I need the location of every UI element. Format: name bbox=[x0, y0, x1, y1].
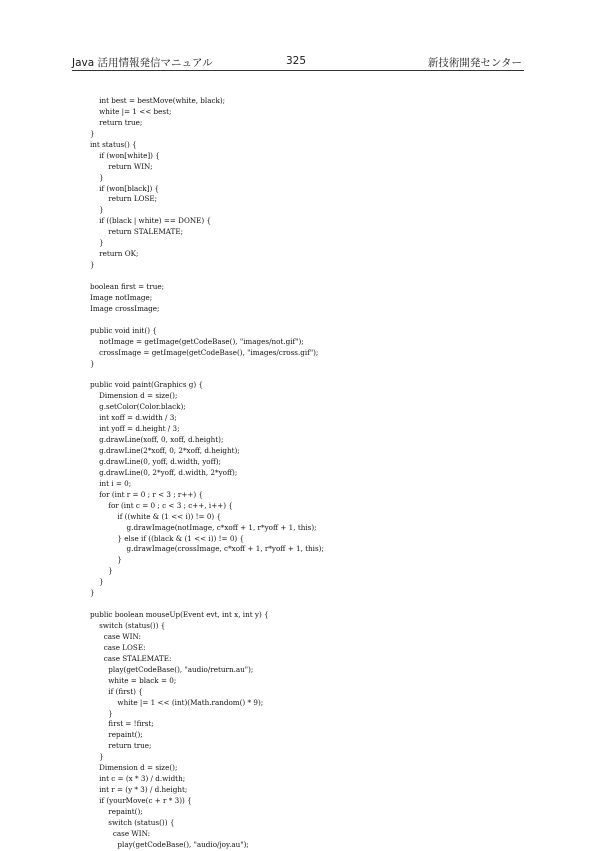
code-line: Image crossImage; bbox=[90, 303, 160, 313]
code-listing bbox=[90, 96, 510, 851]
code-line: public void paint(Graphics g) { bbox=[90, 380, 204, 390]
code-line: for (int c = 0 ; c < 3 ; c++, i++) { bbox=[90, 500, 233, 510]
code-line: int status() { bbox=[90, 139, 137, 149]
code-line: return STALEMATE; bbox=[90, 227, 183, 237]
code-line: } bbox=[90, 238, 104, 248]
code-line: case WIN: bbox=[90, 631, 141, 641]
code-line: if ((black | white) == DONE) { bbox=[90, 216, 212, 226]
code-line: int r = (y * 3) / d.height; bbox=[90, 785, 188, 795]
code-line: public boolean mouseUp(Event evt, int x, int y) { bbox=[90, 610, 269, 620]
code-line: return true; bbox=[90, 741, 152, 751]
code-line: crossImage = getImage(getCodeBase(), "images/cross.gif"); bbox=[90, 347, 319, 357]
code-line: play(getCodeBase(), "audio/return.au"); bbox=[90, 664, 254, 674]
code-line: } bbox=[90, 172, 104, 182]
code-line: notImage = getImage(getCodeBase(), "images/not.gif"); bbox=[90, 336, 304, 346]
code-line: int best = bestMove(white, black); bbox=[90, 96, 226, 105]
code-line: int c = (x * 3) / d.width; bbox=[90, 774, 186, 784]
code-line: boolean first = true; bbox=[90, 281, 165, 291]
code-line: case LOSE: bbox=[90, 642, 146, 652]
header-rule bbox=[72, 70, 524, 71]
code-line: g.drawLine(0, 2*yoff, d.width, 2*yoff); bbox=[90, 467, 238, 477]
code-line bbox=[90, 315, 510, 326]
code-line: g.setColor(Color.black); bbox=[90, 402, 186, 412]
code-line: white |= 1 << best; bbox=[90, 106, 172, 116]
code-line: first = !first; bbox=[90, 719, 154, 729]
code-line bbox=[90, 599, 510, 610]
code-line: if ((white & (1 << i)) != 0) { bbox=[90, 511, 222, 521]
code-line: int i = 0; bbox=[90, 478, 132, 488]
code-line: case STALEMATE: bbox=[90, 653, 172, 663]
code-line: if (first) { bbox=[90, 686, 143, 696]
code-line: return OK; bbox=[90, 249, 139, 259]
code-line: } else if ((black & (1 << i)) != 0) { bbox=[90, 533, 245, 543]
code-line: Dimension d = size(); bbox=[90, 763, 178, 773]
code-line: int xoff = d.width / 3; bbox=[90, 413, 177, 423]
code-line: public void init() { bbox=[90, 325, 157, 335]
code-line: switch (status()) { bbox=[90, 621, 166, 630]
code-line: } bbox=[90, 752, 104, 762]
code-line: switch (status()) { bbox=[90, 817, 175, 827]
code-line: for (int r = 0 ; r < 3 ; r++) { bbox=[90, 489, 204, 499]
code-line: } bbox=[90, 566, 113, 576]
code-line: g.drawImage(crossImage, c*xoff + 1, r*yoff + 1, this); bbox=[90, 544, 324, 554]
page-header bbox=[72, 55, 522, 69]
code-line: } bbox=[90, 708, 113, 718]
code-line bbox=[90, 271, 510, 282]
code-line: play(getCodeBase(), "audio/joy.au"); bbox=[90, 839, 249, 849]
code-line: g.drawLine(xoff, 0, xoff, d.height); bbox=[90, 435, 224, 445]
code-line: g.drawLine(0, yoff, d.width, yoff); bbox=[90, 456, 221, 466]
page-number: 325 bbox=[286, 55, 307, 67]
code-line: if (yourMove(c + r * 3)) { bbox=[90, 796, 192, 805]
code-line: Dimension d = size(); bbox=[90, 391, 178, 401]
code-line: int yoff = d.height / 3; bbox=[90, 424, 180, 434]
code-line: case WIN: bbox=[90, 828, 151, 838]
code-line bbox=[90, 369, 510, 380]
code-line: repaint(); bbox=[90, 806, 143, 816]
code-line: return WIN; bbox=[90, 161, 153, 171]
code-line: repaint(); bbox=[90, 730, 143, 740]
code-line: if (won[white]) { bbox=[90, 150, 160, 160]
code-line: g.drawLine(2*xoff, 0, 2*xoff, d.height); bbox=[90, 446, 240, 455]
code-line: } bbox=[90, 588, 95, 598]
code-line: return LOSE; bbox=[90, 194, 158, 204]
code-line: } bbox=[90, 555, 122, 565]
code-line: } bbox=[90, 358, 95, 368]
code-line: } bbox=[90, 260, 95, 270]
header-organization: 新技術開発センター bbox=[427, 57, 522, 69]
code-line: white = black = 0; bbox=[90, 675, 177, 685]
code-line: Image notImage; bbox=[90, 292, 153, 302]
code-line: g.drawImage(notImage, c*xoff + 1, r*yoff + 1, this); bbox=[90, 522, 317, 532]
code-line: } bbox=[90, 128, 95, 138]
header-title: Java 活用情報発信マニュアル bbox=[72, 57, 213, 69]
code-line: } bbox=[90, 205, 104, 215]
code-line: return true; bbox=[90, 117, 143, 127]
code-line: } bbox=[90, 577, 104, 587]
code-line: if (won[black]) { bbox=[90, 183, 160, 193]
code-line: white |= 1 << (int)(Math.random() * 9); bbox=[90, 697, 264, 707]
